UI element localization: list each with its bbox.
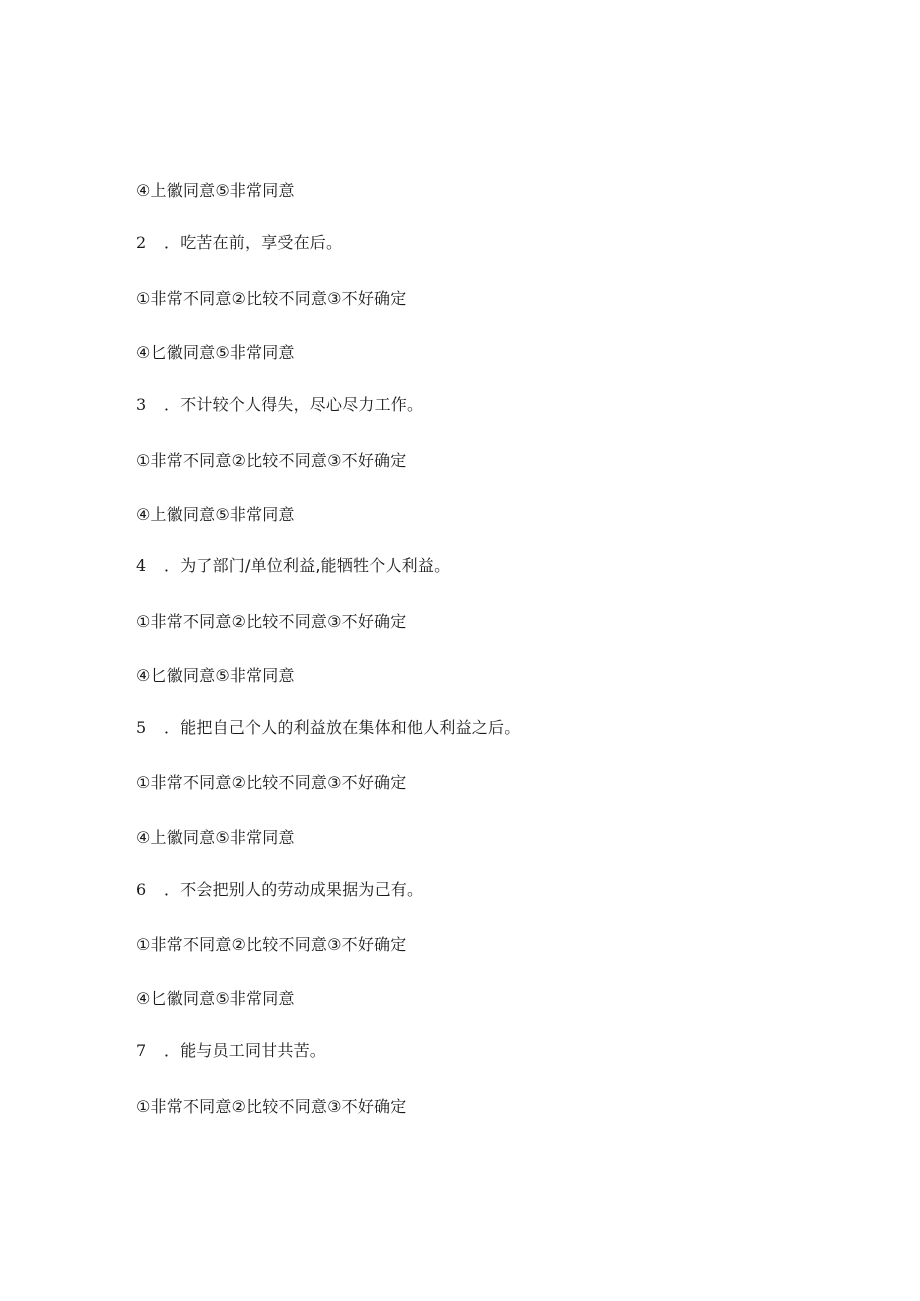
question-number: 5 (136, 718, 147, 737)
question-line (136, 718, 520, 738)
options-line (136, 343, 295, 363)
options-text: ①非常不同意②比较不同意③不好确定 (136, 773, 407, 792)
options-line (136, 289, 406, 309)
options-line (136, 935, 406, 955)
options-line (136, 828, 295, 848)
question-line (136, 556, 450, 576)
options-text: ④上徽同意⑤非常同意 (136, 828, 295, 847)
question-number: 2 (136, 233, 147, 252)
options-line (136, 451, 406, 471)
question-number: 6 (136, 880, 147, 899)
question-line (136, 233, 342, 253)
options-text: ④上徽同意⑤非常同意 (136, 505, 295, 524)
options-text: ①非常不同意②比较不同意③不好确定 (136, 1097, 407, 1116)
options-text: ①非常不同意②比较不同意③不好确定 (136, 289, 407, 308)
question-text: ．为了部门/单位利益,能牺牲个人利益。 (164, 556, 451, 575)
question-number: 4 (136, 556, 147, 575)
question-number: 3 (136, 395, 147, 414)
options-line (136, 612, 406, 632)
options-line (136, 989, 295, 1009)
options-text: ④匕徽同意⑤非常同意 (136, 989, 295, 1008)
options-line (136, 181, 295, 201)
question-line (136, 880, 423, 900)
options-text: ①非常不同意②比较不同意③不好确定 (136, 935, 407, 954)
options-line (136, 666, 295, 686)
question-number: 7 (136, 1041, 147, 1060)
question-text: ．不计较个人得失，尽心尽力工作。 (164, 395, 424, 414)
question-text: ．不会把别人的劳动成果据为己有。 (164, 880, 424, 899)
options-text: ④上徽同意⑤非常同意 (136, 181, 295, 200)
options-text: ④匕徽同意⑤非常同意 (136, 343, 295, 362)
options-line (136, 773, 406, 793)
options-line (136, 505, 295, 525)
options-text: ④匕徽同意⑤非常同意 (136, 666, 295, 685)
question-line (136, 395, 423, 415)
options-text: ①非常不同意②比较不同意③不好确定 (136, 612, 407, 631)
question-text: ．能把自己个人的利益放在集体和他人利益之后。 (164, 718, 521, 737)
question-line (136, 1041, 326, 1061)
options-line (136, 1097, 406, 1117)
question-text: ．能与员工同甘共苦。 (164, 1041, 327, 1060)
options-text: ①非常不同意②比较不同意③不好确定 (136, 451, 407, 470)
question-text: ．吃苦在前，享受在后。 (164, 233, 343, 252)
